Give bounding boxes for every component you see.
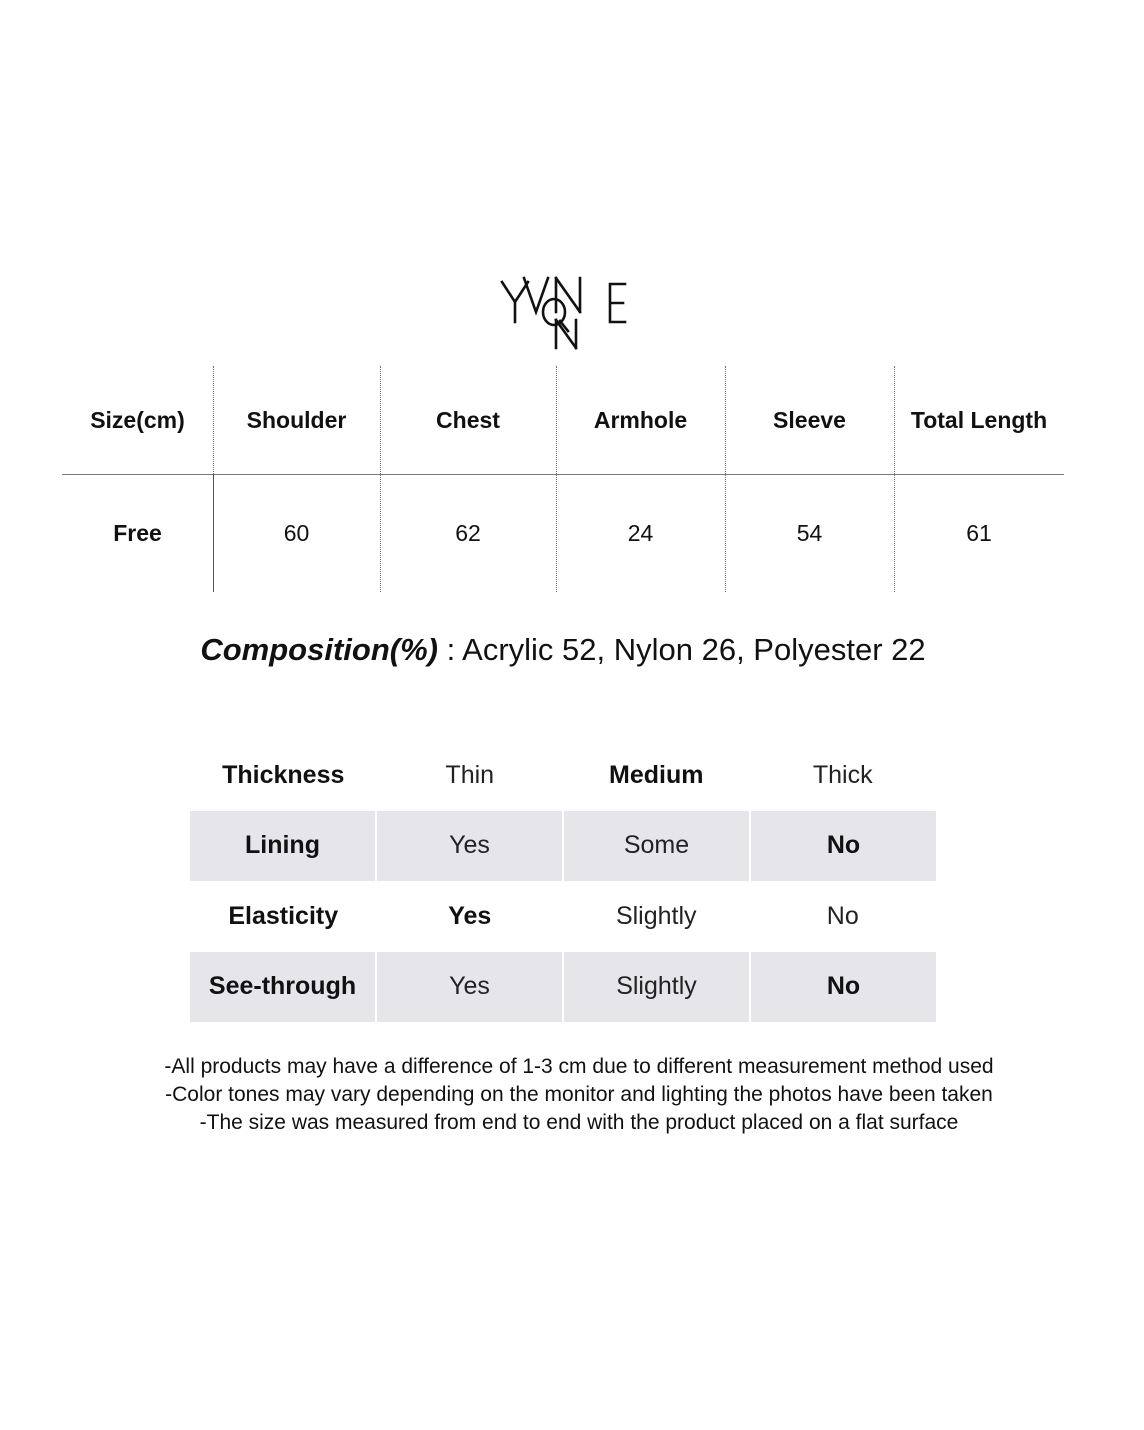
- property-row-thickness: [190, 740, 936, 811]
- note-line: -The size was measured from end to end with the product placed on a flat surface: [199, 1111, 959, 1134]
- property-option: Yes: [375, 952, 562, 1023]
- size-table: [62, 366, 1064, 592]
- header-sleeve: Sleeve: [773, 406, 846, 433]
- value-total-length: 61: [966, 519, 992, 546]
- value-armhole: 24: [627, 519, 654, 546]
- composition-value: Acrylic 52, Nylon 26, Polyester 22: [462, 632, 926, 667]
- property-option: Thick: [812, 760, 873, 789]
- value-shoulder: 60: [283, 519, 310, 546]
- property-name: Thickness: [222, 760, 345, 789]
- value-chest: 62: [455, 519, 481, 546]
- header-chest: Chest: [436, 406, 500, 433]
- property-option-selected: Medium: [609, 760, 704, 789]
- composition-label: Composition(%): [200, 632, 438, 667]
- header-size: Size(cm): [90, 406, 185, 433]
- property-name: Elasticity: [228, 901, 339, 930]
- value-sleeve: 54: [796, 519, 823, 546]
- brand-logo: [494, 268, 634, 352]
- property-name: Lining: [245, 831, 320, 860]
- notes: [0, 1053, 1144, 1137]
- property-option: Slightly: [562, 952, 749, 1023]
- property-row-see-through: [190, 952, 936, 1023]
- property-option: Yes: [375, 811, 562, 882]
- property-option: Slightly: [615, 901, 697, 930]
- composition-separator: :: [438, 632, 463, 667]
- property-option-selected: No: [749, 811, 936, 882]
- note-line: -Color tones may vary depending on the monitor and lighting the photos have been taken: [165, 1083, 993, 1106]
- note-line: -All products may have a difference of 1-3 cm due to different measurement method used: [164, 1055, 994, 1078]
- property-option-selected: No: [749, 952, 936, 1023]
- property-option-selected: Yes: [448, 901, 492, 930]
- property-name: See-through: [208, 972, 357, 1001]
- size-free: Free: [113, 519, 162, 546]
- property-option: Thin: [445, 760, 495, 789]
- header-shoulder: Shoulder: [246, 406, 347, 433]
- header-total-length: Total Length: [910, 406, 1048, 433]
- property-row-lining: [190, 811, 936, 882]
- property-option: No: [826, 901, 859, 930]
- composition-line: [0, 632, 1126, 668]
- property-option: Some: [562, 811, 749, 882]
- header-armhole: Armhole: [593, 406, 688, 433]
- property-row-elasticity: [190, 881, 936, 952]
- properties-table: [190, 740, 936, 1022]
